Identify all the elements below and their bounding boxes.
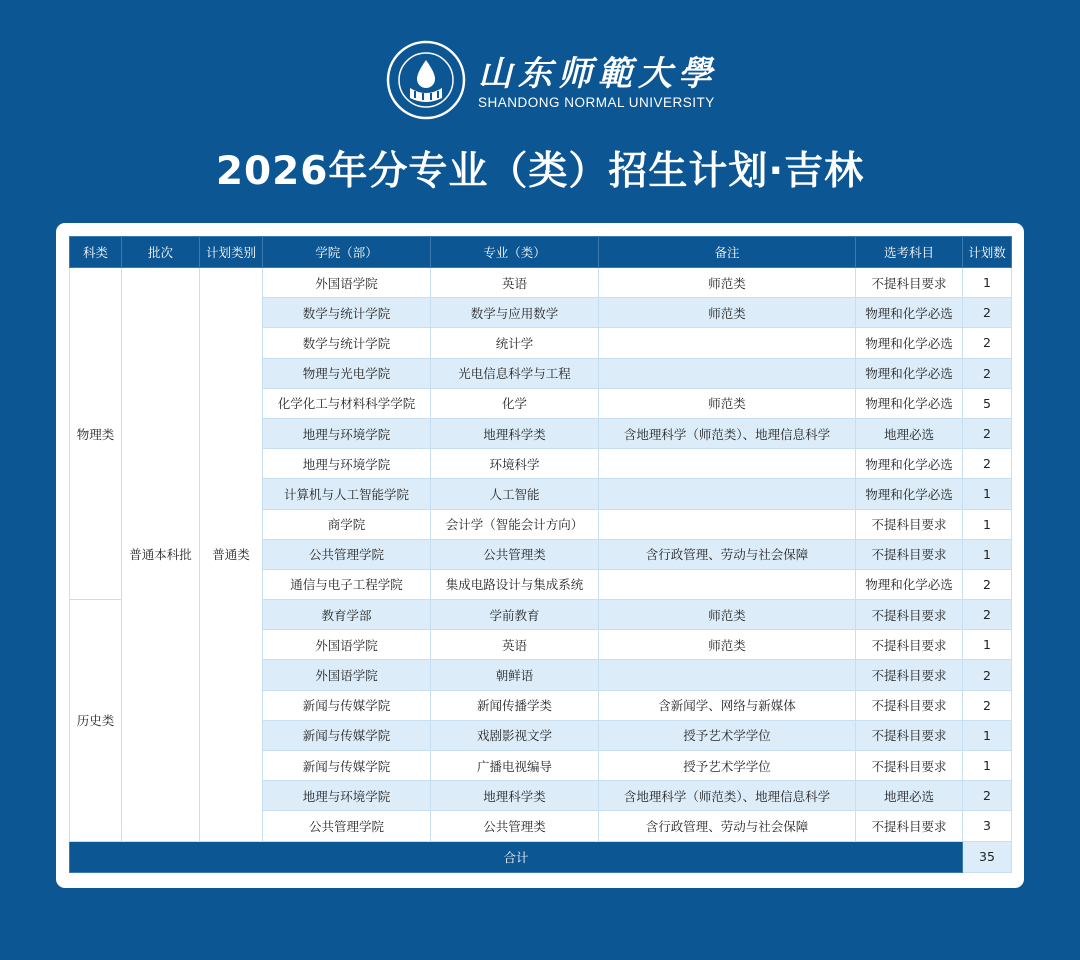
college-cell: 物理与光电学院 [263, 358, 431, 388]
total-label: 合计 [70, 841, 963, 872]
column-header: 备注 [599, 237, 856, 268]
major-cell: 化学 [431, 388, 599, 418]
requirement-cell: 地理必选 [856, 781, 963, 811]
requirement-cell: 不提科目要求 [856, 539, 963, 569]
major-cell: 英语 [431, 268, 599, 298]
note-cell [599, 358, 856, 388]
university-name-cn: 山东师範大學 [478, 54, 718, 94]
note-cell [599, 479, 856, 509]
note-cell: 师范类 [599, 600, 856, 630]
column-header: 专业（类） [431, 237, 599, 268]
college-cell: 通信与电子工程学院 [263, 569, 431, 599]
table-header-row [70, 237, 1012, 268]
college-cell: 公共管理学院 [263, 811, 431, 841]
count-cell: 2 [963, 298, 1012, 328]
major-cell: 会计学（智能会计方向） [431, 509, 599, 539]
college-cell: 外国语学院 [263, 630, 431, 660]
plan-category-cell: 普通类 [200, 268, 263, 842]
count-cell: 1 [963, 268, 1012, 298]
college-cell: 外国语学院 [263, 268, 431, 298]
college-cell: 化学化工与材料科学学院 [263, 388, 431, 418]
note-cell [599, 569, 856, 599]
requirement-cell: 不提科目要求 [856, 811, 963, 841]
count-cell: 2 [963, 569, 1012, 599]
college-cell: 教育学部 [263, 600, 431, 630]
note-cell: 师范类 [599, 298, 856, 328]
count-cell: 2 [963, 600, 1012, 630]
note-cell: 授予艺术学学位 [599, 720, 856, 750]
count-cell: 2 [963, 690, 1012, 720]
major-cell: 学前教育 [431, 600, 599, 630]
college-cell: 地理与环境学院 [263, 781, 431, 811]
enrollment-plan-table [69, 236, 1012, 873]
count-cell: 1 [963, 509, 1012, 539]
requirement-cell: 物理和化学必选 [856, 479, 963, 509]
requirement-cell: 不提科目要求 [856, 660, 963, 690]
requirement-cell: 物理和化学必选 [856, 388, 963, 418]
college-cell: 数学与统计学院 [263, 298, 431, 328]
subject-type-cell: 物理类 [70, 268, 122, 600]
college-cell: 商学院 [263, 509, 431, 539]
count-cell: 2 [963, 660, 1012, 690]
requirement-cell: 物理和化学必选 [856, 569, 963, 599]
column-header: 选考科目 [856, 237, 963, 268]
batch-cell: 普通本科批 [122, 268, 200, 842]
requirement-cell: 不提科目要求 [856, 268, 963, 298]
total-value: 35 [963, 841, 1012, 872]
major-cell: 统计学 [431, 328, 599, 358]
count-cell: 1 [963, 479, 1012, 509]
count-cell: 1 [963, 751, 1012, 781]
college-cell: 新闻与传媒学院 [263, 720, 431, 750]
count-cell: 1 [963, 720, 1012, 750]
count-cell: 2 [963, 781, 1012, 811]
count-cell: 1 [963, 539, 1012, 569]
major-cell: 朝鲜语 [431, 660, 599, 690]
note-cell: 师范类 [599, 630, 856, 660]
count-cell: 5 [963, 388, 1012, 418]
page-title: 2026年分专业（类）招生计划·吉林 [215, 149, 865, 194]
college-cell: 数学与统计学院 [263, 328, 431, 358]
table-row [70, 268, 1012, 298]
requirement-cell: 不提科目要求 [856, 509, 963, 539]
note-cell: 师范类 [599, 388, 856, 418]
major-cell: 英语 [431, 630, 599, 660]
college-cell: 地理与环境学院 [263, 418, 431, 448]
subject-type-cell: 历史类 [70, 600, 122, 842]
requirement-cell: 不提科目要求 [856, 630, 963, 660]
count-cell: 2 [963, 328, 1012, 358]
note-cell: 含地理科学（师范类）、地理信息科学 [599, 418, 856, 448]
count-cell: 2 [963, 418, 1012, 448]
major-cell: 公共管理类 [431, 811, 599, 841]
requirement-cell: 物理和化学必选 [856, 298, 963, 328]
major-cell: 地理科学类 [431, 418, 599, 448]
column-header: 学院（部） [263, 237, 431, 268]
major-cell: 光电信息科学与工程 [431, 358, 599, 388]
major-cell: 公共管理类 [431, 539, 599, 569]
count-cell: 2 [963, 449, 1012, 479]
major-cell: 戏剧影视文学 [431, 720, 599, 750]
note-cell: 含地理科学（师范类）、地理信息科学 [599, 781, 856, 811]
note-cell: 授予艺术学学位 [599, 751, 856, 781]
university-seal-icon [386, 40, 466, 120]
total-row [70, 841, 1012, 872]
column-header: 批次 [122, 237, 200, 268]
note-cell: 师范类 [599, 268, 856, 298]
note-cell: 含行政管理、劳动与社会保障 [599, 811, 856, 841]
note-cell: 含新闻学、网络与新媒体 [599, 690, 856, 720]
college-cell: 外国语学院 [263, 660, 431, 690]
note-cell: 含行政管理、劳动与社会保障 [599, 539, 856, 569]
college-cell: 新闻与传媒学院 [263, 751, 431, 781]
column-header: 计划数 [963, 237, 1012, 268]
table-body [70, 268, 1012, 842]
count-cell: 2 [963, 358, 1012, 388]
note-cell [599, 509, 856, 539]
college-cell: 地理与环境学院 [263, 449, 431, 479]
requirement-cell: 地理必选 [856, 418, 963, 448]
college-cell: 新闻与传媒学院 [263, 690, 431, 720]
major-cell: 地理科学类 [431, 781, 599, 811]
column-header: 计划类别 [200, 237, 263, 268]
requirement-cell: 物理和化学必选 [856, 449, 963, 479]
university-logo [386, 40, 718, 120]
note-cell [599, 328, 856, 358]
requirement-cell: 不提科目要求 [856, 600, 963, 630]
university-name-en: SHANDONG NORMAL UNIVERSITY [478, 95, 715, 110]
column-header: 科类 [70, 237, 122, 268]
enrollment-plan-card [56, 223, 1024, 888]
note-cell [599, 660, 856, 690]
major-cell: 广播电视编导 [431, 751, 599, 781]
major-cell: 新闻传播学类 [431, 690, 599, 720]
college-cell: 计算机与人工智能学院 [263, 479, 431, 509]
requirement-cell: 物理和化学必选 [856, 358, 963, 388]
page-header [0, 0, 1080, 220]
requirement-cell: 物理和化学必选 [856, 328, 963, 358]
major-cell: 数学与应用数学 [431, 298, 599, 328]
count-cell: 3 [963, 811, 1012, 841]
count-cell: 1 [963, 630, 1012, 660]
major-cell: 集成电路设计与集成系统 [431, 569, 599, 599]
requirement-cell: 不提科目要求 [856, 690, 963, 720]
major-cell: 环境科学 [431, 449, 599, 479]
requirement-cell: 不提科目要求 [856, 751, 963, 781]
requirement-cell: 不提科目要求 [856, 720, 963, 750]
note-cell [599, 449, 856, 479]
college-cell: 公共管理学院 [263, 539, 431, 569]
major-cell: 人工智能 [431, 479, 599, 509]
